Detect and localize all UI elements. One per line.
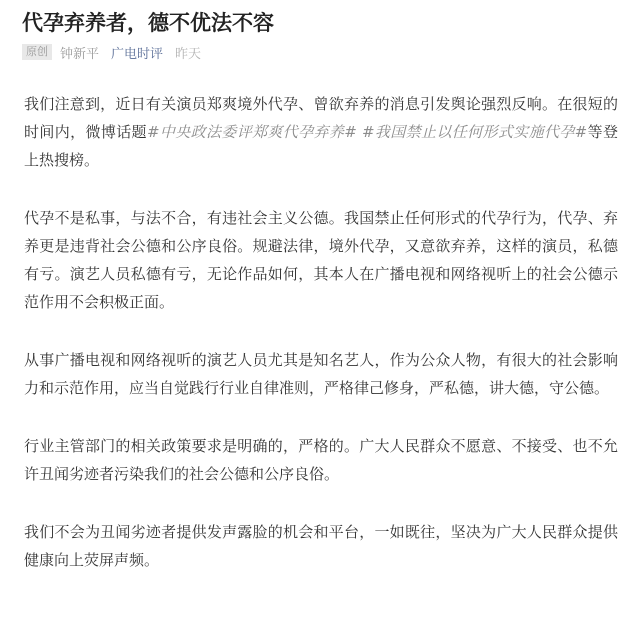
paragraph-5: 我们不会为丑闻劣迹者提供发声露脸的机会和平台，一如既往，坚决为广大人民群众提供健康向上荧屏声频。 bbox=[24, 523, 618, 569]
paragraph-3: 从事广播电视和网络视听的演艺人员尤其是知名艺人，作为公众人物，有很大的社会影响力和示范作用，应当自觉践行行业自律准则，严格律己修身，严私德，讲大德，守公德。 bbox=[24, 351, 618, 397]
hashtag-link-2[interactable]: #我国禁止以任何形式实施代孕# bbox=[361, 123, 588, 141]
paragraph-1-tail: 等登上热搜榜。 bbox=[24, 123, 618, 169]
article-title: 代孕弃养者，德不优法不容 bbox=[22, 11, 274, 35]
author-name: 钟新平 bbox=[60, 46, 100, 62]
source-account-link[interactable]: 广电时评 bbox=[111, 46, 164, 62]
paragraph-4: 行业主管部门的相关政策要求是明确的，严格的。广大人民群众不愿意、不接受、也不允许丑闻劣迹者污染我们的社会公德和公序良俗。 bbox=[24, 437, 618, 483]
original-badge: 原创 bbox=[22, 44, 52, 60]
paragraph-2: 代孕不是私事，与法不合，有违社会主义公德。我国禁止任何形式的代孕行为，代孕、弃养更是违背社会公德和公序良俗。规避法律，境外代孕，又意欲弃养，这样的演员，私德有亏。演艺人员私德有亏，无论作品如何，其本人在广播电视和网络视听上的社会公德示范作用不会积极正面。 bbox=[24, 209, 618, 311]
hashtag-link-1[interactable]: #中央政法委评郑爽代孕弃养# bbox=[146, 123, 357, 141]
paragraph-1-text: 我们注意到，近日有关演员郑爽境外代孕、曾欲弃养的消息引发舆论强烈反响。在很短的时间内，微博话题 bbox=[24, 95, 618, 141]
paragraph-1 bbox=[24, 90, 618, 174]
publish-time: 昨天 bbox=[175, 46, 202, 62]
article-body bbox=[24, 90, 618, 604]
article-meta bbox=[22, 42, 201, 62]
